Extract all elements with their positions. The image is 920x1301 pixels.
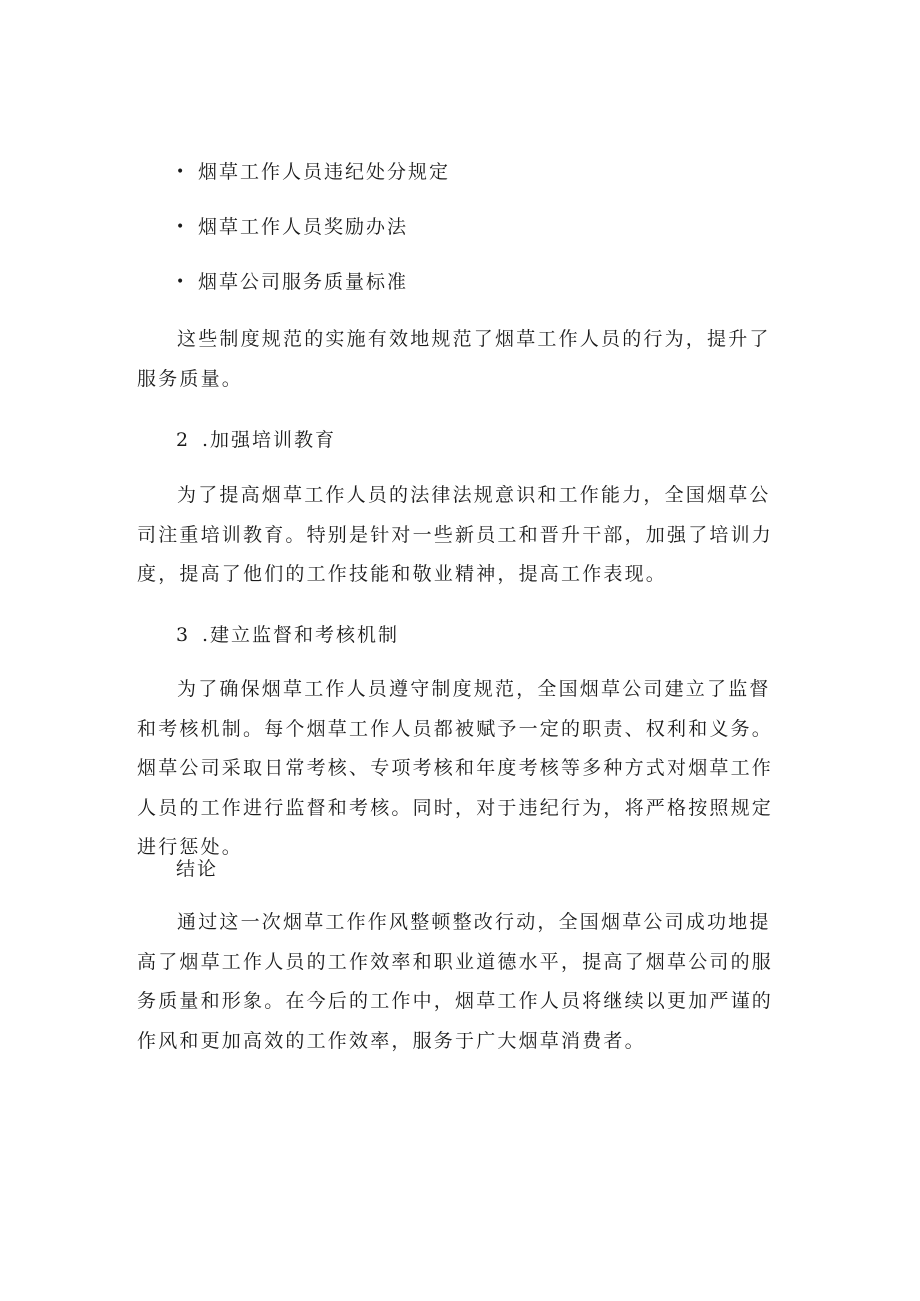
bullet-text: 烟草工作人员奖励办法 bbox=[198, 216, 409, 238]
section-number: 3 bbox=[176, 624, 191, 646]
section-heading-2 bbox=[176, 427, 336, 453]
bullet-text: 烟草公司服务质量标准 bbox=[198, 271, 409, 293]
section-title: .加强培训教育 bbox=[202, 429, 337, 451]
bullet-item bbox=[176, 269, 408, 295]
conclusion-heading: 结论 bbox=[176, 858, 219, 880]
section-body-2: 为了提高烟草工作人员的法律法规意识和工作能力，全国烟草公司注重培训教育。特别是针对一些新员工和晋升干部，加强了培训力度，提高了他们的工作技能和敬业精神，提高工作表现。 bbox=[137, 484, 774, 585]
section-body-3: 为了确保烟草工作人员遵守制度规范，全国烟草公司建立了监督和考核机制。每个烟草工作人员都被赋予一定的职责、权利和义务。烟草公司采取日常考核、专项考核和年度考核等多种方式对烟草工作人员的工作进行监督和考核。同时，对于违纪行为，将严格按照规定进行惩处。 bbox=[137, 678, 774, 858]
paragraph-summary: 这些制度规范的实施有效地规范了烟草工作人员的行为，提升了服务质量。 bbox=[137, 328, 771, 390]
bullet-text: 烟草工作人员违纪处分规定 bbox=[198, 161, 451, 183]
section-heading-3 bbox=[176, 622, 399, 648]
bullet-item bbox=[176, 214, 408, 240]
bullet-marker: • bbox=[176, 219, 187, 235]
bullet-marker: • bbox=[176, 164, 187, 180]
conclusion-body: 通过这一次烟草工作作风整顿整改行动，全国烟草公司成功地提高了烟草工作人员的工作效率和职业道德水平，提高了烟草公司的服务质量和形象。在今后的工作中，烟草工作人员将继续以更加严谨的作风和更加高效的工作效率，服务于广大烟草消费者。 bbox=[137, 911, 774, 1052]
section-title: .建立监督和考核机制 bbox=[202, 624, 400, 646]
bullet-item bbox=[176, 159, 450, 185]
section-number: 2 bbox=[176, 429, 191, 451]
bullet-marker: • bbox=[176, 274, 187, 290]
